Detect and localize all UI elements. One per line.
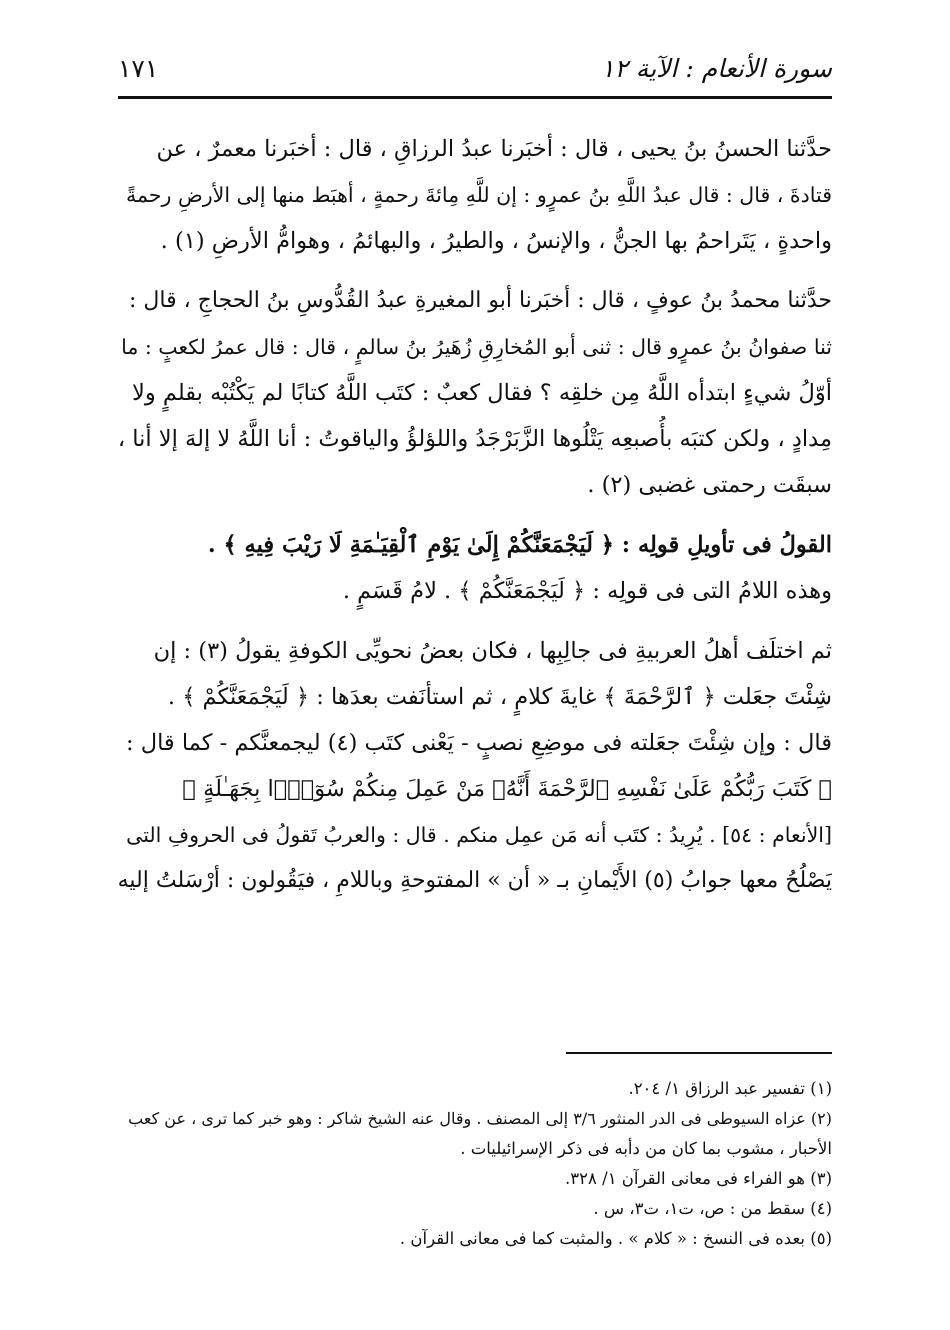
text-line: أوّلُ شيءٍ ابتدأه اللَّهُ مِن خلقِه ؟ فقال كعبٌ : كتَب اللَّهُ كتابًا لم يَكْتُبْه بقلمٍ ولا — [132, 380, 832, 406]
text-line: ثم اختلَف أهلُ العربيةِ فى جالِبِها ، فكان بعضُ نحويِّى الكوفةِ يقولُ (٣) : إن — [153, 638, 832, 664]
text-line: سبقَت رحمتى غضبى (٢) . — [587, 472, 832, 498]
text-line: [الأنعام : ٥٤] . يُرِيدُ : كتَب أنه مَن عمِل منكم . قال : والعربُ تَقولُ فى الحروفِ التى — [126, 823, 832, 847]
text-line: حدَّثنا محمدُ بنُ عوفٍ ، قال : أخبَرنا أبو المغيرةِ عبدُ القُدُّوسِ بنُ الحجاجِ ، قال : — [128, 288, 832, 313]
footnote: (٣) هو الفراء فى معانى القرآن ١/ ٣٢٨. — [565, 1169, 832, 1188]
text-line: قال : وإن شِئْتَ جعَلته فى موضِعِ نصبٍ - يَعْنى كتَب (٤) ليجمعنَّكم - كما قال : — [126, 730, 832, 756]
text-line: وهذه اللامُ التى فى قولِه : ﴿ لَيَجْمَعَنَّكُمْ ﴾ . لامُ قَسَمٍ . — [342, 578, 832, 604]
footnote-rule — [566, 1052, 832, 1054]
text-line: قتادةَ ، قال : قال عبدُ اللَّهِ بنُ عمرٍو : إن للَّهِ مِائةَ رحمةٍ ، أهبَط منها إلى الأرضِ رحمةً — [126, 183, 832, 207]
footnote: (١) تفسير عبد الرزاق ١/ ٢٠٤. — [628, 1079, 832, 1098]
footnote: (٢) عزاه السيوطى فى الدر المنثور ٣/٦ إلى المصنف . وقال عنه الشيخ شاكر : وهو خبر كما ترى ، عن كعب — [128, 1109, 832, 1128]
text-line: يَصْلُحُ معها جوابُ (٥) الأَيْمانِ بـ « أن » المفتوحةِ وباللامِ ، فيَقُولون : أرْسَلتُ إليه — [118, 868, 832, 893]
footnote: (٤) سقط من : ص، ت١، ت٣، س . — [593, 1199, 832, 1218]
text-line: ثنا صفوانُ بنُ عمرٍو قال : ثنى أبو المُخارِقِ زُهَيرُ بنُ سالمٍ ، قال : قال عمرُ لكعبٍ : ما — [121, 335, 832, 359]
footnote: (٥) بعده فى النسخ : « كلام » . والمثبت كما فى معانى القرآن . — [399, 1229, 832, 1248]
text-line: واحدةٍ ، يَتَراحمُ بها الجنُّ ، والإنسُ ، والطيرُ ، والبهائمُ ، وهوامُّ الأرضِ (١) . — [160, 228, 832, 254]
section-heading: القولُ فى تأويلِ قولِه : ﴿ لَيَجْمَعَنَّكُمْ إِلَىٰ يَوْمِ ٱلْقِيَـٰمَةِ لَا رَيْبَ فِيهِ ﴾ . — [207, 532, 832, 558]
page-number: ١٧١ — [118, 54, 159, 83]
text-line: شِئْتَ جعَلت ﴿ ٱلرَّحْمَةَ ﴾ غايةَ كلامٍ ، ثم استأنَفت بعدَها : ﴿ لَيَجْمَعَنَّكُمْ ﴾ . — [167, 684, 832, 710]
text-line: حدَّثنا الحسنُ بنُ يحيى ، قال : أخبَرنا عبدُ الرزاقِ ، قال : أخبَرنا معمرٌ ، عن — [156, 136, 832, 162]
text-line: مِدادٍ ، ولكن كتبَه بأُصبعِه يَتْلُوها الزَّبَرْجَدُ واللؤلؤُ والياقوتُ : أنا اللَّهُ لا إلهَ إلا أنا ، — [118, 426, 832, 452]
running-title: سورة الأنعام : الآية ١٢ — [601, 54, 832, 83]
footnote-continuation: الأحبار ، مشوب بما كان من دأبه فى ذكر الإسرائيليات . — [460, 1139, 832, 1158]
main-text — [118, 126, 832, 904]
quran-verse-line: ﴿ كَتَبَ رَبُّكُمْ عَلَىٰ نَفْسِهِ ٱلرَّحْمَةَ أَنَّهُۥ مَنْ عَمِلَ مِنكُمْ سُوٓءًۢا بِجَهَـٰلَةٍ ﴾ — [182, 776, 832, 802]
footnotes — [118, 1074, 832, 1254]
header-rule — [118, 96, 832, 99]
page-header — [118, 48, 832, 92]
